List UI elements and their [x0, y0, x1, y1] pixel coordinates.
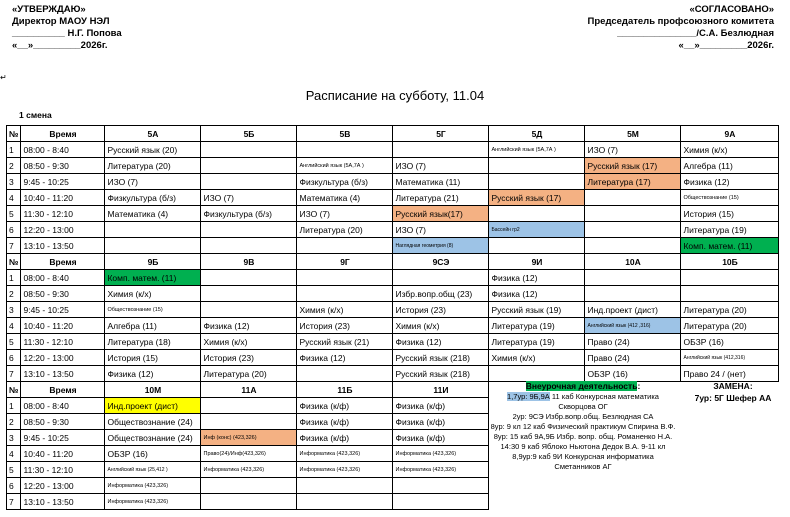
approval-line-2: Директор МАОУ НЭЛ: [12, 16, 110, 27]
lesson-number: 3: [7, 430, 21, 446]
lesson-cell: [489, 158, 585, 174]
lesson-cell: Инд.проект (дист): [585, 302, 681, 318]
replacement-block: [680, 380, 786, 404]
page-title: Расписание на субботу, 11.04: [305, 88, 485, 103]
lesson-time: 11:30 - 12:10: [21, 462, 105, 478]
table-row: [7, 270, 779, 286]
lesson-cell: Информатика (423,326): [201, 462, 297, 478]
table-row: [7, 446, 489, 462]
approval-line-3: __________ Н.Г. Попова: [12, 28, 122, 39]
lesson-cell: Физика (к/ф): [297, 430, 393, 446]
lesson-cell: ИЗО (7): [585, 142, 681, 158]
table-row: [7, 190, 779, 206]
lesson-number: 6: [7, 222, 21, 238]
lesson-time: 08:00 - 8:40: [21, 398, 105, 414]
lesson-cell: Литература (20): [201, 366, 297, 382]
lesson-cell: Право(24)/Инф(423,326): [201, 446, 297, 462]
lesson-time: 08:50 - 9:30: [21, 286, 105, 302]
column-header: 9А: [681, 126, 779, 142]
table-header-row: [7, 254, 779, 270]
lesson-number: 5: [7, 206, 21, 222]
lesson-cell: [585, 222, 681, 238]
lesson-time: 10:40 - 11:20: [21, 190, 105, 206]
lesson-cell: Математика (4): [105, 206, 201, 222]
column-header: 11А: [201, 382, 297, 398]
replacement-title: ЗАМЕНА:: [713, 381, 753, 391]
lesson-cell: [201, 238, 297, 254]
lesson-time: 12:20 - 13:00: [21, 478, 105, 494]
lesson-cell: Информатика (423,326): [297, 446, 393, 462]
lesson-cell: Физика (к/ф): [297, 414, 393, 430]
lesson-cell: [201, 302, 297, 318]
lesson-cell: Химия (к/х): [297, 302, 393, 318]
lesson-cell: История (23): [393, 302, 489, 318]
extracurricular-item: [490, 452, 676, 472]
lesson-number: 7: [7, 238, 21, 254]
lesson-cell: Русский язык(17): [393, 206, 489, 222]
column-header: 10М: [105, 382, 201, 398]
table-row: [7, 318, 779, 334]
table-row: [7, 286, 779, 302]
lesson-cell: Алгебра (11): [105, 318, 201, 334]
lesson-cell: Алгебра (11): [681, 158, 779, 174]
lesson-cell: Русский язык (17): [585, 158, 681, 174]
lesson-cell: Литература (20): [681, 318, 779, 334]
table-row: [7, 462, 489, 478]
lesson-cell: Обществознание (15): [681, 190, 779, 206]
lesson-cell: ОБЗР (16): [681, 334, 779, 350]
lesson-cell: Право 24 / (нет): [681, 366, 779, 382]
lesson-time: 9:45 - 10:25: [21, 174, 105, 190]
lesson-cell: [393, 142, 489, 158]
lesson-cell: [297, 142, 393, 158]
table-row: [7, 494, 489, 510]
column-header: 9И: [489, 254, 585, 270]
lesson-cell: Обществознание (15): [105, 302, 201, 318]
column-header: 5А: [105, 126, 201, 142]
column-header: Время: [21, 254, 105, 270]
table-row: [7, 430, 489, 446]
column-header: 10Б: [681, 254, 779, 270]
lesson-time: 08:00 - 8:40: [21, 142, 105, 158]
lesson-cell: Литература (20): [297, 222, 393, 238]
lesson-cell: Избр.вопр.общ (23): [393, 286, 489, 302]
lesson-cell: Информатика (423,326): [393, 446, 489, 462]
table-row: [7, 350, 779, 366]
schedule-table-grades-10-11: [6, 381, 489, 510]
lesson-cell: Литература (17): [585, 174, 681, 190]
lesson-time: 11:30 - 12:10: [21, 206, 105, 222]
table-header-row: [7, 126, 779, 142]
agreement-line-3: _______________/С.А. Безлюдная: [617, 28, 774, 39]
extracurricular-item: [490, 412, 676, 422]
lesson-cell: Физкультура (б/з): [201, 206, 297, 222]
lesson-number: 4: [7, 190, 21, 206]
lesson-cell: Английский язык (5А,7А ): [297, 158, 393, 174]
lesson-cell: История (23): [297, 318, 393, 334]
lesson-number: 5: [7, 334, 21, 350]
lesson-cell: История (23): [201, 350, 297, 366]
lesson-number: 7: [7, 366, 21, 382]
lesson-cell: [585, 238, 681, 254]
lesson-cell: [201, 270, 297, 286]
lesson-cell: Русский язык (20): [105, 142, 201, 158]
lesson-cell: [201, 478, 297, 494]
lesson-number: 4: [7, 446, 21, 462]
lesson-time: 11:30 - 12:10: [21, 334, 105, 350]
column-header: Время: [21, 382, 105, 398]
lesson-number: 3: [7, 302, 21, 318]
lesson-cell: [681, 270, 779, 286]
lesson-cell: Комп. матем. (11): [681, 238, 779, 254]
column-header: 11И: [393, 382, 489, 398]
column-header: №: [7, 254, 21, 270]
column-header: 9Г: [297, 254, 393, 270]
lesson-cell: Наглядная геометрия (8): [393, 238, 489, 254]
lesson-number: 4: [7, 318, 21, 334]
lesson-cell: Английский язык (5А,7А ): [489, 142, 585, 158]
lesson-cell: Бассейн гр2: [489, 222, 585, 238]
lesson-cell: Химия (к/х): [201, 334, 297, 350]
lesson-cell: [489, 174, 585, 190]
lesson-time: 08:00 - 8:40: [21, 270, 105, 286]
lesson-cell: Обществознание (24): [105, 430, 201, 446]
column-header: 5М: [585, 126, 681, 142]
approval-line-1: «УТВЕРЖДАЮ»: [12, 4, 86, 15]
table-row: [7, 174, 779, 190]
table-row: [7, 206, 779, 222]
extracurricular-item-text: 8ур: 9 кл 12 каб Физический практикум Спирина В.Ф.: [490, 422, 676, 431]
extracurricular-item-text: 14:30 9 каб Яблоко Ньютона Дедок В.А. 9-11 кл: [500, 442, 666, 451]
column-header: 5Г: [393, 126, 489, 142]
column-header: №: [7, 126, 21, 142]
lesson-cell: Физкультура (б/з): [297, 174, 393, 190]
agreement-line-4: «__»_________2026г.: [678, 40, 774, 51]
lesson-time: 9:45 - 10:25: [21, 302, 105, 318]
extracurricular-item-text: 11 каб Конкурсная математика Скворцова ОГ: [549, 392, 659, 411]
lesson-cell: [201, 494, 297, 510]
agreement-block: [588, 4, 774, 52]
lesson-cell: Физика (к/ф): [393, 398, 489, 414]
lesson-cell: [297, 238, 393, 254]
lesson-cell: Инф (конс) (423,326): [201, 430, 297, 446]
table-row: [7, 158, 779, 174]
lesson-cell: Математика (11): [393, 174, 489, 190]
table-row: [7, 414, 489, 430]
lesson-cell: Русский язык (19): [489, 302, 585, 318]
lesson-cell: Физика (к/ф): [297, 398, 393, 414]
lesson-cell: Информатика (423,326): [393, 462, 489, 478]
replacement-text: 7ур: 5Г Шефер АА: [694, 393, 772, 403]
lesson-cell: Литература (20): [105, 158, 201, 174]
lesson-cell: Физкультура (б/з): [105, 190, 201, 206]
lesson-cell: История (15): [105, 350, 201, 366]
extracurricular-item-text: 2ур: 9СЭ Избр.вопр.общ. Безлюдная СА: [512, 412, 654, 421]
lesson-number: 2: [7, 286, 21, 302]
extracurricular-item: [490, 422, 676, 432]
table-row: [7, 478, 489, 494]
lesson-cell: [201, 286, 297, 302]
agreement-line-2: Председатель профсоюзного комитета: [587, 16, 774, 27]
lesson-cell: Русский язык (21): [297, 334, 393, 350]
lesson-cell: [585, 206, 681, 222]
lesson-number: 6: [7, 350, 21, 366]
lesson-time: 10:40 - 11:20: [21, 446, 105, 462]
lesson-number: 2: [7, 158, 21, 174]
lesson-cell: [105, 238, 201, 254]
table-row: [7, 238, 779, 254]
lesson-cell: Право (24): [585, 350, 681, 366]
lesson-cell: Литература (19): [489, 334, 585, 350]
lesson-cell: Литература (19): [681, 222, 779, 238]
lesson-cell: Физика (12): [489, 270, 585, 286]
extracurricular-item: [490, 432, 676, 442]
table-row: [7, 302, 779, 318]
lesson-cell: Химия (к/х): [393, 318, 489, 334]
lesson-cell: [393, 478, 489, 494]
extracurricular-list: [490, 392, 676, 472]
lesson-cell: Физика (12): [297, 350, 393, 366]
lesson-cell: Физика (12): [201, 318, 297, 334]
lesson-cell: Физика (12): [681, 174, 779, 190]
lesson-time: 12:20 - 13:00: [21, 222, 105, 238]
lesson-cell: [681, 286, 779, 302]
lesson-cell: Литература (19): [489, 318, 585, 334]
table-row: [7, 398, 489, 414]
lesson-cell: [393, 494, 489, 510]
lesson-cell: ИЗО (7): [393, 158, 489, 174]
lesson-cell: [297, 286, 393, 302]
shift-label: 1 смена: [19, 110, 52, 120]
lesson-cell: [105, 222, 201, 238]
lesson-time: 13:10 - 13:50: [21, 494, 105, 510]
column-header: Время: [21, 126, 105, 142]
table-row: [7, 334, 779, 350]
lesson-cell: История (15): [681, 206, 779, 222]
lesson-cell: [585, 286, 681, 302]
lesson-cell: Обществознание (24): [105, 414, 201, 430]
lesson-cell: [393, 270, 489, 286]
table-row: [7, 366, 779, 382]
lesson-cell: [201, 142, 297, 158]
lesson-time: 9:45 - 10:25: [21, 430, 105, 446]
lesson-number: 2: [7, 414, 21, 430]
lesson-cell: Физика (12): [489, 286, 585, 302]
column-header: 11Б: [297, 382, 393, 398]
lesson-cell: Химия (к/х): [681, 142, 779, 158]
lesson-cell: [201, 158, 297, 174]
column-header: №: [7, 382, 21, 398]
lesson-number: 1: [7, 142, 21, 158]
column-header: 5Д: [489, 126, 585, 142]
lesson-cell: Литература (21): [393, 190, 489, 206]
lesson-time: 10:40 - 11:20: [21, 318, 105, 334]
lesson-cell: Право (24): [585, 334, 681, 350]
extracurricular-item-highlight: 1,7ур: 9Б,9А: [507, 392, 550, 401]
column-header: 9СЭ: [393, 254, 489, 270]
lesson-cell: Английский язык (25,412 ): [105, 462, 201, 478]
lesson-cell: Английский язык (412 ,316): [585, 318, 681, 334]
lesson-cell: [201, 222, 297, 238]
lesson-cell: Литература (18): [105, 334, 201, 350]
extracurricular-item: [490, 442, 676, 452]
table-row: [7, 142, 779, 158]
extracurricular-block: [490, 381, 676, 472]
lesson-time: 13:10 - 13:50: [21, 238, 105, 254]
lesson-cell: Английский язык (412,316): [681, 350, 779, 366]
lesson-cell: Русский язык (218): [393, 366, 489, 382]
lesson-time: 08:50 - 9:30: [21, 414, 105, 430]
lesson-cell: Информатика (423,326): [105, 478, 201, 494]
lesson-cell: Информатика (423,326): [297, 462, 393, 478]
lesson-cell: Физика (12): [393, 334, 489, 350]
lesson-cell: [297, 366, 393, 382]
lesson-cell: [585, 190, 681, 206]
lesson-number: 1: [7, 270, 21, 286]
lesson-number: 6: [7, 478, 21, 494]
lesson-cell: Физика (к/ф): [393, 430, 489, 446]
schedule-table-grades-9-10: [6, 253, 779, 382]
column-header: 5В: [297, 126, 393, 142]
lesson-cell: Физика (12): [105, 366, 201, 382]
lesson-cell: ИЗО (7): [201, 190, 297, 206]
lesson-time: 08:50 - 9:30: [21, 158, 105, 174]
lesson-cell: [201, 398, 297, 414]
column-header: 9Б: [105, 254, 201, 270]
lesson-cell: Химия (к/х): [489, 350, 585, 366]
extracurricular-item: [490, 392, 676, 412]
lesson-cell: [201, 414, 297, 430]
lesson-cell: Комп. матем. (11): [105, 270, 201, 286]
lesson-cell: [489, 366, 585, 382]
lesson-cell: ИЗО (7): [297, 206, 393, 222]
approval-line-4: «__»_________2026г.: [12, 40, 108, 51]
lesson-cell: Физика (к/ф): [393, 414, 489, 430]
lesson-cell: Русский язык (17): [489, 190, 585, 206]
lesson-cell: ИЗО (7): [105, 174, 201, 190]
lesson-cell: [297, 494, 393, 510]
lesson-cell: ИЗО (7): [393, 222, 489, 238]
extracurricular-title: Внеурочная деятельность:: [525, 381, 641, 391]
lesson-cell: Математика (4): [297, 190, 393, 206]
lesson-number: 3: [7, 174, 21, 190]
approval-block: [12, 4, 122, 52]
schedule-table-grades-5: [6, 125, 779, 254]
lesson-time: 12:20 - 13:00: [21, 350, 105, 366]
column-header: 10А: [585, 254, 681, 270]
lesson-number: 1: [7, 398, 21, 414]
lesson-cell: Русский язык (218): [393, 350, 489, 366]
agreement-line-1: «СОГЛАСОВАНО»: [689, 4, 774, 15]
lesson-cell: [489, 206, 585, 222]
extracurricular-item-text: 8ур: 15 каб 9А,9Б Избр. вопр. общ. Романенко Н.А.: [493, 432, 673, 441]
lesson-time: 13:10 - 13:50: [21, 366, 105, 382]
lesson-cell: [297, 270, 393, 286]
paragraph-mark-icon: ↵: [0, 73, 7, 82]
lesson-cell: [489, 238, 585, 254]
lesson-number: 7: [7, 494, 21, 510]
table-row: [7, 222, 779, 238]
column-header: 9В: [201, 254, 297, 270]
lesson-cell: [201, 174, 297, 190]
extracurricular-item-text: 8,9ур:9 каб 9И Конкурсная информатика Сметанников АГ: [512, 452, 654, 471]
lesson-cell: Химия (к/х): [105, 286, 201, 302]
lesson-cell: Литература (20): [681, 302, 779, 318]
lesson-cell: [297, 478, 393, 494]
lesson-cell: Информатика (423,326): [105, 494, 201, 510]
lesson-number: 5: [7, 462, 21, 478]
column-header: 5Б: [201, 126, 297, 142]
lesson-cell: [585, 270, 681, 286]
lesson-cell: ОБЗР (16): [105, 446, 201, 462]
lesson-cell: Инд.проект (дист): [105, 398, 201, 414]
lesson-cell: ОБЗР (16): [585, 366, 681, 382]
table-header-row: [7, 382, 489, 398]
